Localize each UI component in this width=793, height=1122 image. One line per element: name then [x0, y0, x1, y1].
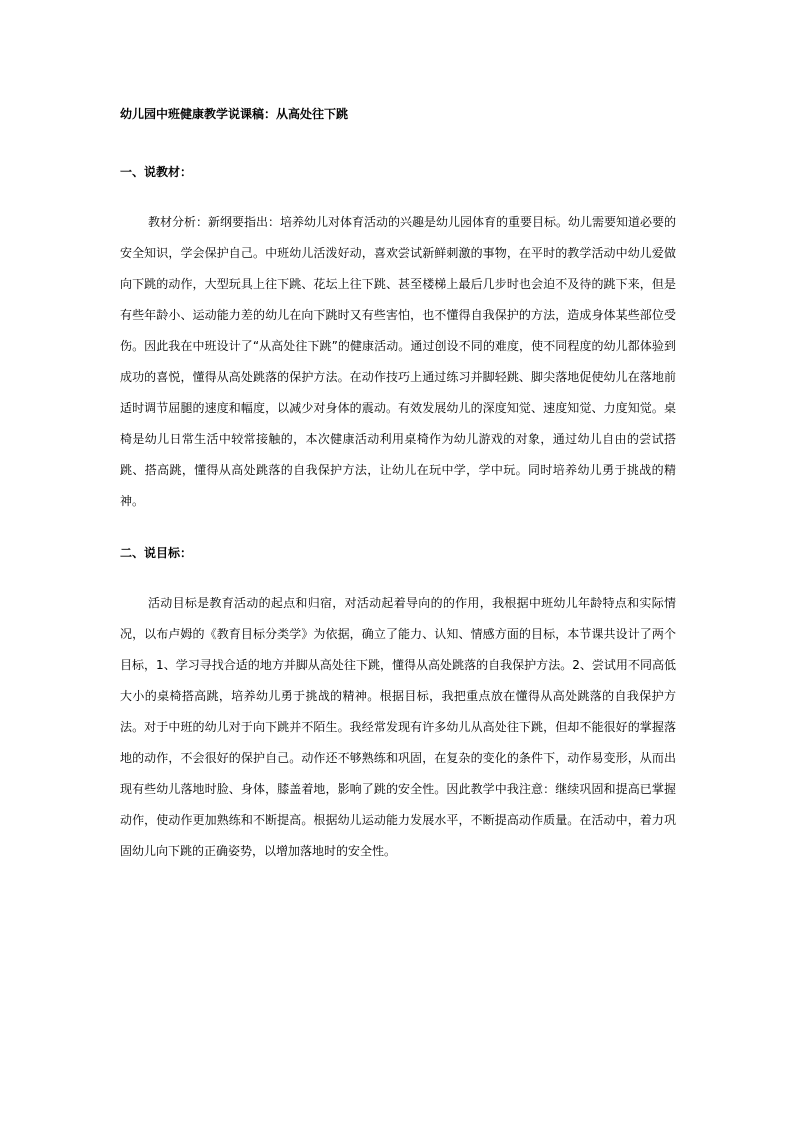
section-objectives [120, 539, 676, 867]
spacer [120, 128, 676, 158]
section-teaching-materials [120, 158, 676, 517]
document-body [120, 100, 676, 867]
section-paragraph: 教材分析：新纲要指出：培养幼儿对体育活动的兴趣是幼儿园体育的重要目标。幼儿需要知道必要的安全知识，学会保护自己。中班幼儿活泼好动，喜欢尝试新鲜刺激的事物，在平时的教学活动中幼儿爱做向下跳的动作，大型玩具上往下跳、花坛上往下跳、甚至楼梯上最后几步时也会迫不及待的跳下来，但是有些年龄小、运动能力差的幼儿在向下跳时又有些害怕，也不懂得自我保护的方法，造成身体某些部位受伤。因此我在中班设计了“从高处往下跳”的健康活动。通过创设不同的难度，使不同程度的幼儿都体验到成功的喜悦，懂得从高处跳落的保护方法。在动作技巧上通过练习并脚轻跳、脚尖落地促使幼儿在落地前适时调节屈腿的速度和幅度，以减少对身体的震动。有效发展幼儿的深度知觉、速度知觉、力度知觉。桌椅是幼儿日常生活中较常接触的，本次健康活动利用桌椅作为幼儿游戏的对象，通过幼儿自由的尝试搭跳、搭高跳，懂得从高处跳落的自我保护方法，让幼儿在玩中学，学中玩。同时培养幼儿勇于挑战的精神。 [120, 215, 677, 508]
document-title: 幼儿园中班健康教学说课稿：从高处往下跳 [120, 107, 349, 121]
spacer [120, 567, 676, 588]
spacer [120, 517, 676, 539]
spacer [120, 186, 676, 207]
section-paragraph: 活动目标是教育活动的起点和归宿，对活动起着导向的的作用，我根据中班幼儿年龄特点和实际情况，以布卢姆的《教育目标分类学》为依据，确立了能力、认知、情感方面的目标，本节课共设计了两个目标，1、学习寻找合适的地方并脚从高处往下跳，懂得从高处跳落的自我保护方法。2、尝试用不同高低大小的桌椅搭高跳，培养幼儿勇于挑战的精神。根据目标，我把重点放在懂得从高处跳落的自我保护方法。对于中班的幼儿对于向下跳并不陌生。我经常发现有许多幼儿从高处往下跳，但却不能很好的掌握落地的动作，不会很好的保护自己。动作还不够熟练和巩固，在复杂的变化的条件下，动作易变形，从而出现有些幼儿落地时脸、身体，膝盖着地，影响了跳的安全性。因此教学中我注意：继续巩固和提高已掌握动作，使动作更加熟练和不断提高。根据幼儿运动能力发展水平，不断提高动作质量。在活动中，着力巩固幼儿向下跳的正确姿势，以增加落地时的安全性。 [120, 596, 676, 858]
section-heading: 二、说目标： [120, 546, 193, 560]
section-heading: 一、说教材： [120, 165, 193, 179]
